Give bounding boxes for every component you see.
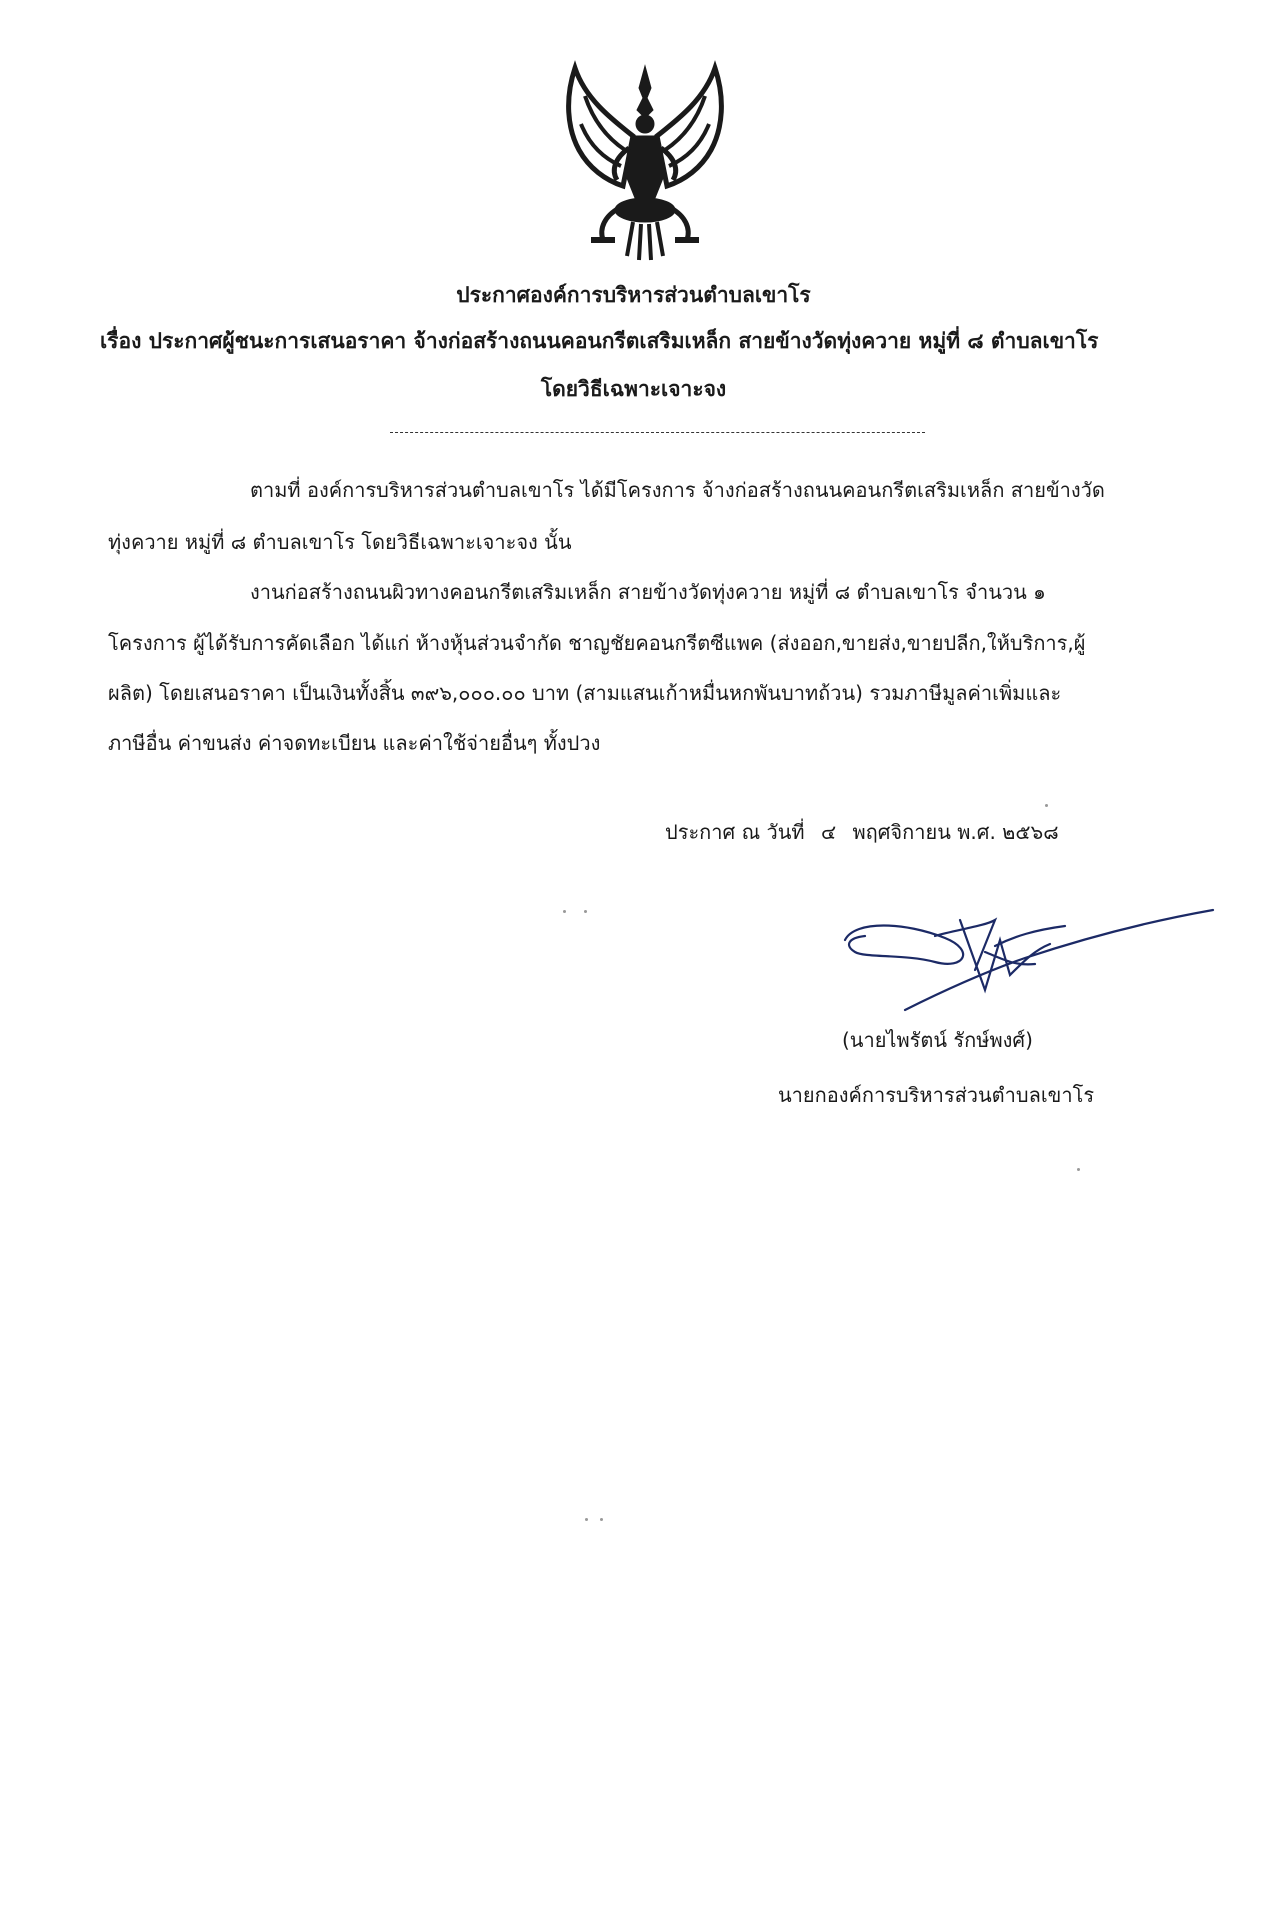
announcement-date xyxy=(665,817,1069,847)
garuda-emblem-icon xyxy=(555,58,735,263)
scan-speck xyxy=(585,1518,588,1521)
paragraph2-line3: ผลิต) โดยเสนอราคา เป็นเงินทั้งสิ้น ๓๙๖,๐๐๐.๐๐ บาท (สามแสนเก้าหมื่นหกพันบาทถ้วน) รวมภาษีมูลค่าเพิ่มและ xyxy=(108,681,1062,705)
scan-speck xyxy=(563,910,566,913)
date-month-year: พฤศจิกายน พ.ศ. ๒๕๖๘ xyxy=(852,820,1059,844)
date-day: ๔ xyxy=(820,820,837,844)
scan-speck xyxy=(600,1518,603,1521)
paragraph2-line2: โครงการ ผู้ได้รับการคัดเลือก ได้แก่ ห้างหุ้นส่วนจำกัด ชาญชัยคอนกรีตซีแพค (ส่งออก,ขายส่ง,ขายปลีก,ให้บริการ,ผู้ xyxy=(108,631,1086,655)
paragraph2-line1: งานก่อสร้างถนนผิวทางคอนกรีตเสริมเหล็ก สายข้างวัดทุ่งควาย หมู่ที่ ๘ ตำบลเขาโร จำนวน ๑ xyxy=(250,580,1046,604)
paragraph1-line1: ตามที่ องค์การบริหารส่วนตำบลเขาโร ได้มีโครงการ จ้างก่อสร้างถนนคอนกรีตเสริมเหล็ก สายข้างวัด xyxy=(250,478,1105,502)
scan-speck xyxy=(1045,804,1048,807)
paragraph1-line2: ทุ่งควาย หมู่ที่ ๘ ตำบลเขาโร โดยวิธีเฉพาะเจาะจง นั้น xyxy=(108,530,572,554)
paragraph2-line4: ภาษีอื่น ค่าขนส่ง ค่าจดทะเบียน และค่าใช้จ่ายอื่นๆ ทั้งปวง xyxy=(108,731,601,755)
subject-line: เรื่อง ประกาศผู้ชนะการเสนอราคา จ้างก่อสร้างถนนคอนกรีตเสริมเหล็ก สายข้างวัดทุ่งควาย หมู่ที่ ๘ ตำบลเขาโร xyxy=(100,329,1099,353)
date-prefix: ประกาศ ณ วันที่ xyxy=(665,820,805,844)
signature-icon xyxy=(835,900,1215,1030)
title-separator xyxy=(390,432,925,433)
signer-position: นายกองค์การบริหารส่วนตำบลเขาโร xyxy=(778,1083,1095,1107)
scan-speck xyxy=(1077,1168,1080,1171)
page-title: ประกาศองค์การบริหารส่วนตำบลเขาโร xyxy=(456,283,811,307)
method-line: โดยวิธีเฉพาะเจาะจง xyxy=(540,377,727,401)
scan-speck xyxy=(584,910,587,913)
signer-name: (นายไพรัตน์ รักษ์พงศ์) xyxy=(842,1028,1033,1052)
